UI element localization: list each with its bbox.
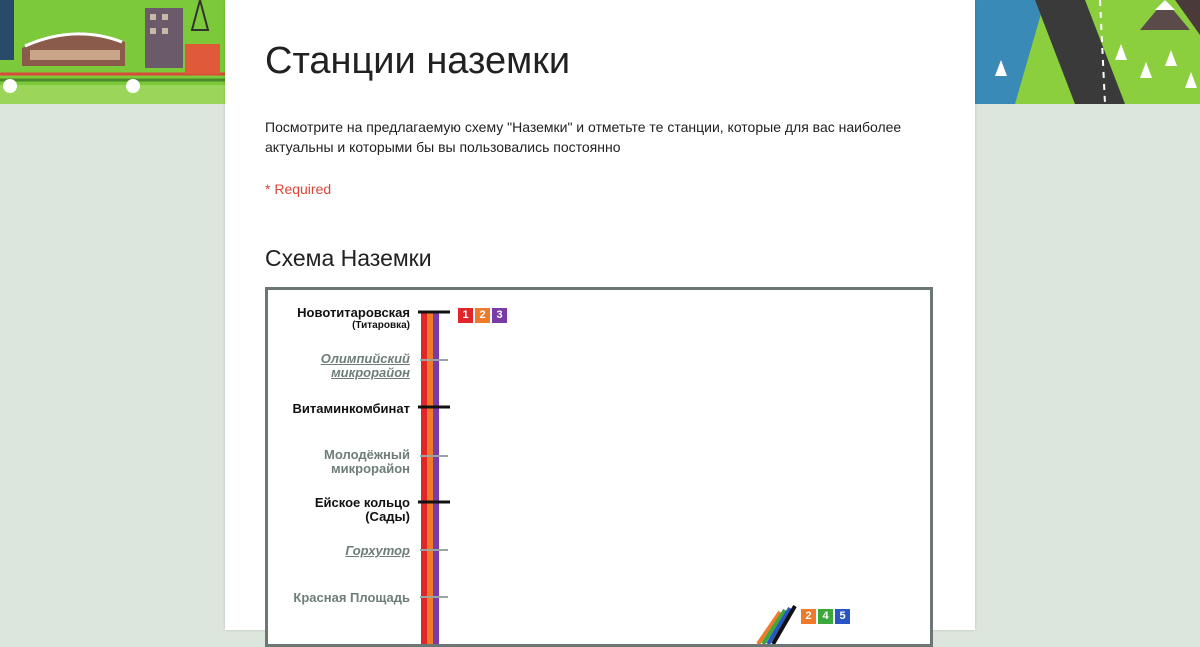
station-label: Горхутор [345, 543, 410, 558]
landscape-illustration [975, 0, 1200, 104]
line-badges-bottom [801, 606, 852, 624]
line-badge: 4 [818, 609, 833, 624]
station-label: Новотитаровская (Титаровка) [297, 305, 410, 331]
line-badges-top [458, 305, 509, 323]
line-badge: 2 [801, 609, 816, 624]
line-badge: 3 [492, 308, 507, 323]
header-banner-right [975, 0, 1200, 104]
station-label: Красная Площадь [293, 590, 410, 605]
line-badge: 5 [835, 609, 850, 624]
line-badge: 2 [475, 308, 490, 323]
header-banner-left [0, 0, 225, 104]
station-label: Молодёжный микрорайон [324, 447, 410, 476]
form-description: Посмотрите на предлагаемую схему "Наземки" и отметьте те станции, которые для вас наиболее актуальны и которыми бы вы пользовались постоянно [265, 119, 902, 155]
form-card [225, 0, 975, 630]
transit-scheme-image [265, 287, 933, 647]
line-badge: 1 [458, 308, 473, 323]
station-label: Ейское кольцо (Сады) [314, 495, 410, 524]
section-title: Схема Наземки [265, 245, 432, 271]
city-illustration [0, 0, 225, 104]
station-label: Олимпийский микрорайон [320, 351, 410, 380]
required-notice: * Required [265, 181, 332, 197]
station-label: Витаминкомбинат [292, 401, 410, 416]
form-title: Станции наземки [265, 40, 571, 82]
